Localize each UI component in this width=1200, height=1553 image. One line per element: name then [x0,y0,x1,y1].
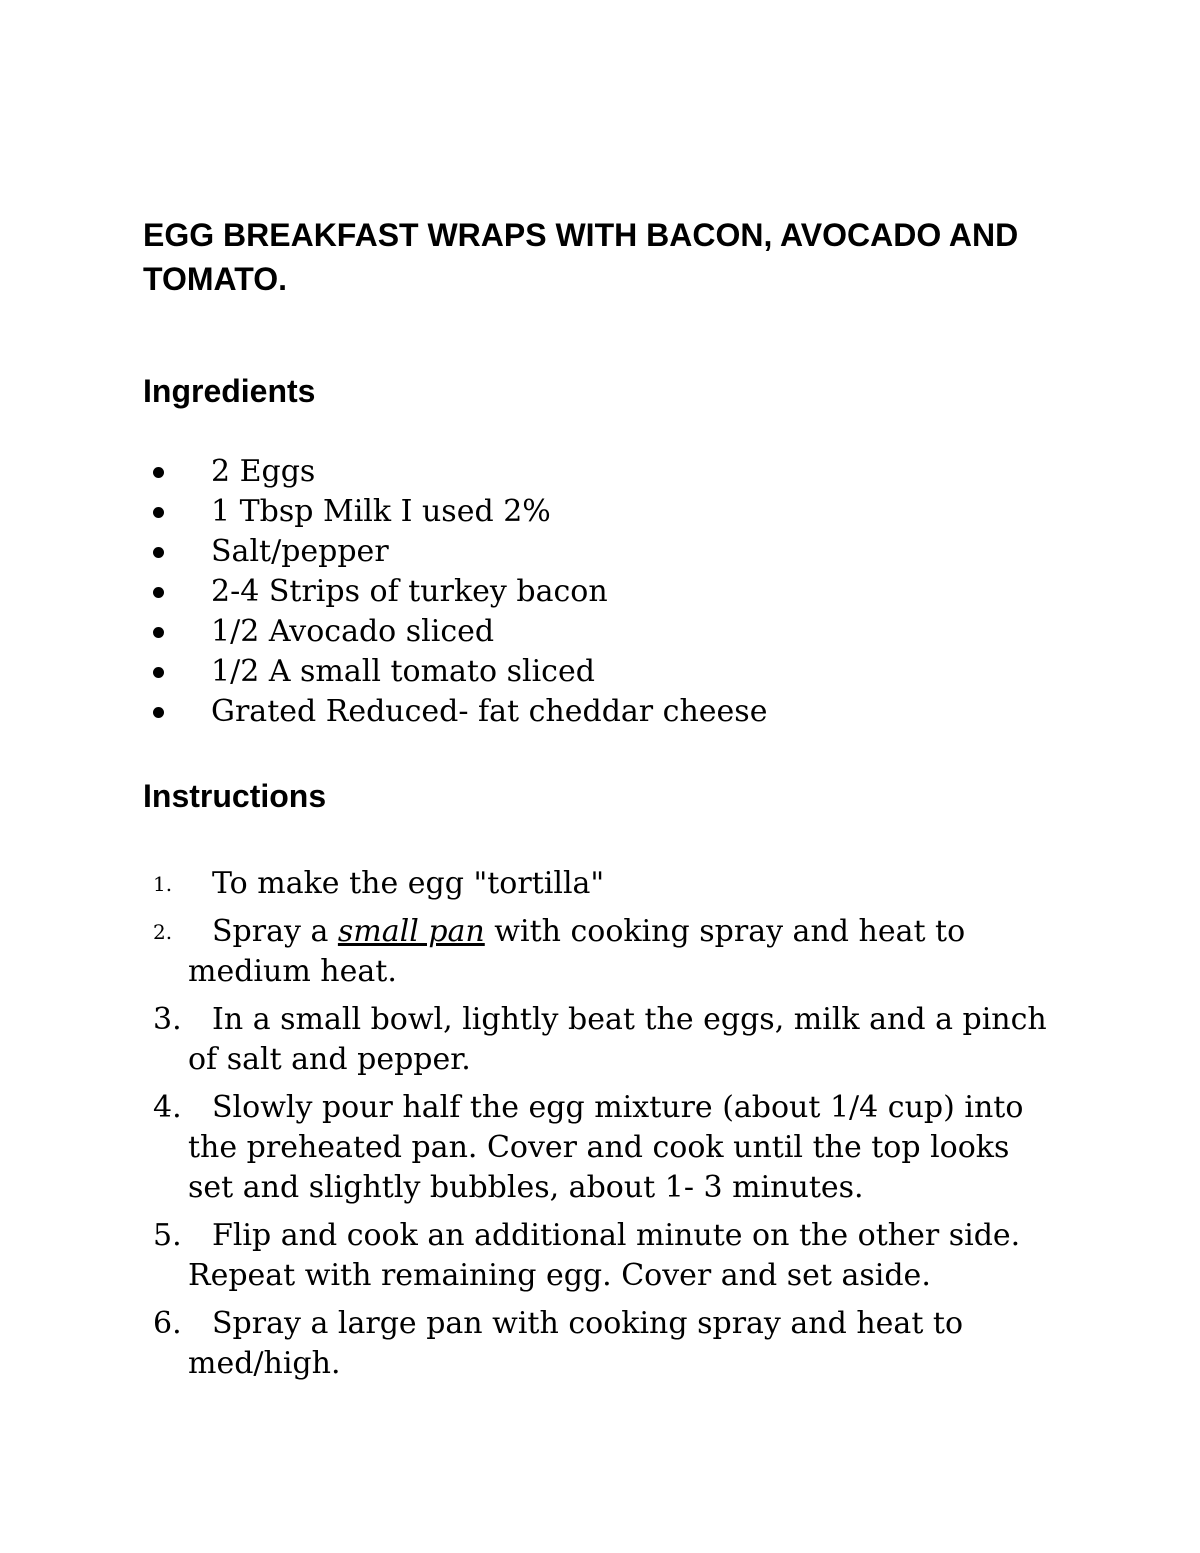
bullet-icon [153,467,164,478]
ingredient-text: 1/2 Avocado sliced [211,614,495,649]
step-text: Flip and cook an additional minute on the other side. Repeat with remaining egg. Cover and set aside. [188,1218,1021,1293]
instruction-list [143,864,1053,1392]
step-text-before: Spray a [212,914,338,949]
ingredients-heading: Ingredients [143,373,316,409]
recipe-title: EGG BREAKFAST WRAPS WITH BACON, AVOCADO AND TOMATO. [143,217,1019,297]
ingredient-text: 1 Tbsp Milk I used 2% [211,494,551,529]
bullet-icon [153,707,164,718]
step-number: 3. [153,1002,182,1037]
instruction-step [143,1304,1053,1384]
step-text-after: with cooking spray and heat to medium heat. [188,914,966,989]
ingredient-text: Salt/pepper [211,534,389,569]
ingredient-text: Grated Reduced- fat cheddar cheese [211,694,768,729]
instruction-step [143,864,1053,904]
step-text: Slowly pour half the egg mixture (about 1/4 cup) into the preheated pan. Cover and cook until the top looks set and slightly bubbles, about 1- 3 minutes. [188,1090,1024,1205]
step-text: Spray a large pan with cooking spray and heat to med/high. [188,1306,964,1381]
ingredient-text: 2-4 Strips of turkey bacon [211,574,608,609]
instruction-step [143,1000,1053,1080]
step-number: 1. [153,872,173,896]
bullet-icon [153,667,164,678]
step-text: To make the egg "tortilla" [212,866,605,901]
instruction-step [143,1088,1053,1208]
ingredient-text: 1/2 A small tomato sliced [211,654,595,689]
ingredient-text: 2 Eggs [211,454,316,489]
step-number: 2. [153,920,173,944]
small-pan-link[interactable]: small pan [337,914,485,949]
step-number: 6. [153,1306,182,1341]
bullet-icon [153,507,164,518]
instructions-heading: Instructions [143,778,327,814]
step-text: In a small bowl, lightly beat the eggs, milk and a pinch of salt and pepper. [188,1002,1047,1077]
bullet-icon [153,627,164,638]
step-number: 5. [153,1218,182,1253]
bullet-icon [153,547,164,558]
bullet-icon [153,587,164,598]
instruction-step [143,912,1053,992]
step-number: 4. [153,1090,182,1125]
instruction-step [143,1216,1053,1296]
